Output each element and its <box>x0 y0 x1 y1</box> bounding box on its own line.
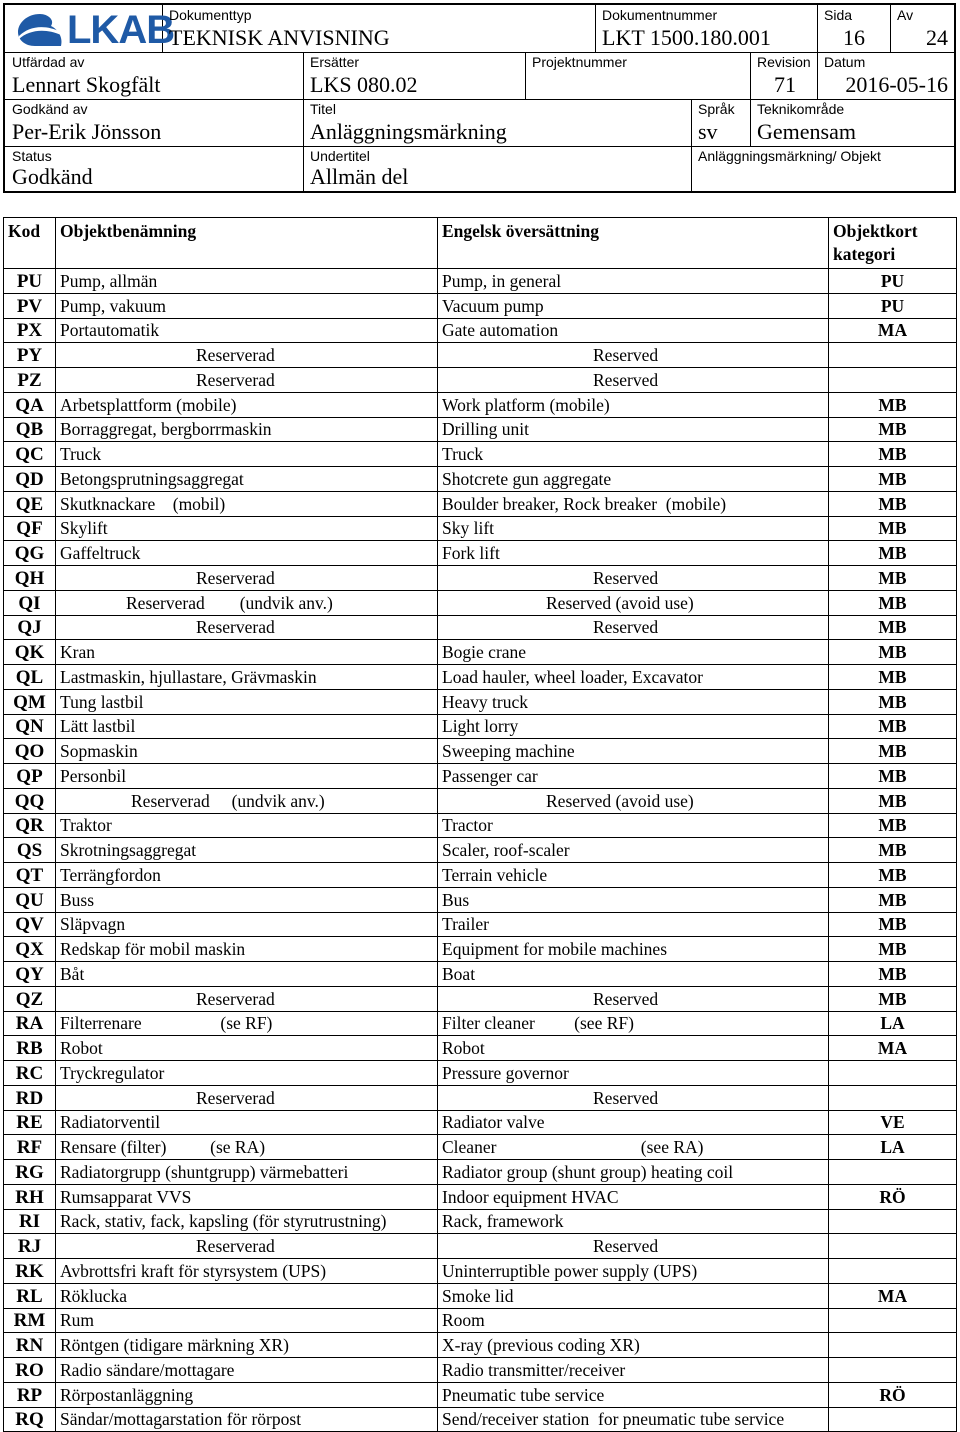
date-label: Datum <box>824 54 866 70</box>
row-object-name: Reserverad <box>56 1085 438 1110</box>
row-object-name: Tryckregulator <box>56 1061 438 1086</box>
table-row <box>4 1011 957 1036</box>
title-value: Anläggningsmärkning <box>310 119 507 144</box>
doc-type-label: Dokumenttyp <box>169 7 252 23</box>
row-object-name: Radiatorgrupp (shuntgrupp) värmebatteri <box>56 1160 438 1185</box>
row-english: Load hauler, wheel loader, Excavator <box>438 665 829 690</box>
tech-area-value: Gemensam <box>757 119 856 144</box>
row-english: Reserved <box>438 343 829 368</box>
table-row <box>4 887 957 912</box>
row-english: Pneumatic tube service <box>438 1382 829 1407</box>
row-code: RE <box>4 1110 56 1135</box>
row-object-name: Kran <box>56 640 438 665</box>
row-code: PX <box>4 318 56 343</box>
row-code: QL <box>4 665 56 690</box>
object-code-table <box>3 217 957 1432</box>
table-row <box>4 566 957 591</box>
approved-by-cell <box>5 99 303 146</box>
row-category <box>829 1407 957 1432</box>
row-category: MB <box>829 516 957 541</box>
row-object-name: Röntgen (tidigare märkning XR) <box>56 1333 438 1358</box>
row-object-name: Rum <box>56 1308 438 1333</box>
of-label: Av <box>897 7 914 23</box>
page-cell <box>817 5 890 52</box>
table-row <box>4 1036 957 1061</box>
table-row <box>4 615 957 640</box>
row-object-name: Släpvagn <box>56 912 438 937</box>
row-code: RA <box>4 1011 56 1036</box>
row-category: MB <box>829 813 957 838</box>
row-object-name: Reserverad <box>56 615 438 640</box>
row-code: QQ <box>4 788 56 813</box>
row-category: MB <box>829 739 957 764</box>
row-object-name: Lätt lastbil <box>56 714 438 739</box>
row-object-name: Rensare (filter) (se RA) <box>56 1135 438 1160</box>
subtitle-value: Allmän del <box>310 164 409 189</box>
row-english: Pressure governor <box>438 1061 829 1086</box>
table-row <box>4 442 957 467</box>
row-object-name: Reserverad (undvik anv.) <box>56 788 438 813</box>
row-english: Trailer <box>438 912 829 937</box>
table-row <box>4 516 957 541</box>
row-object-name: Arbetsplattform (mobile) <box>56 392 438 417</box>
header-category: Objektkort kategori <box>829 218 957 269</box>
row-code: QM <box>4 689 56 714</box>
row-code: RJ <box>4 1234 56 1259</box>
table-row <box>4 962 957 987</box>
row-object-name: Pump, vakuum <box>56 293 438 318</box>
table-row <box>4 590 957 615</box>
table-row <box>4 541 957 566</box>
row-code: RK <box>4 1259 56 1284</box>
row-english: Work platform (mobile) <box>438 392 829 417</box>
row-category <box>829 1160 957 1185</box>
row-code: QJ <box>4 615 56 640</box>
row-english: Reserved <box>438 566 829 591</box>
row-english: Radio transmitter/receiver <box>438 1358 829 1383</box>
category-cell <box>691 146 954 191</box>
row-code: PZ <box>4 368 56 393</box>
row-object-name: Tung lastbil <box>56 689 438 714</box>
table-row <box>4 689 957 714</box>
row-english: Sky lift <box>438 516 829 541</box>
row-category: MB <box>829 912 957 937</box>
table-row <box>4 1333 957 1358</box>
row-code: QZ <box>4 986 56 1011</box>
row-object-name: Reserverad (undvik anv.) <box>56 590 438 615</box>
subtitle-cell <box>303 146 691 191</box>
table-row <box>4 1184 957 1209</box>
row-object-name: Pump, allmän <box>56 269 438 294</box>
row-category: MB <box>829 962 957 987</box>
category-label: Anläggningsmärkning/ Objekt <box>698 148 881 164</box>
row-code: RI <box>4 1209 56 1234</box>
row-object-name: Sändar/mottagarstation för rörpost <box>56 1407 438 1432</box>
project-number-cell <box>525 52 750 99</box>
row-object-name: Reserverad <box>56 986 438 1011</box>
row-english: Send/receiver station for pneumatic tube service <box>438 1407 829 1432</box>
row-code: RD <box>4 1085 56 1110</box>
row-category <box>829 1209 957 1234</box>
row-object-name: Lastmaskin, hjullastare, Grävmaskin <box>56 665 438 690</box>
row-english: Passenger car <box>438 764 829 789</box>
row-english: Radiator valve <box>438 1110 829 1135</box>
row-object-name: Personbil <box>56 764 438 789</box>
row-object-name: Rörpostanläggning <box>56 1382 438 1407</box>
header-code: Kod <box>4 218 56 269</box>
replaces-value: LKS 080.02 <box>310 72 418 97</box>
row-object-name: Terrängfordon <box>56 863 438 888</box>
row-category: PU <box>829 269 957 294</box>
table-row <box>4 1308 957 1333</box>
subtitle-label: Undertitel <box>310 148 370 164</box>
row-english: Reserved <box>438 986 829 1011</box>
table-row <box>4 1110 957 1135</box>
row-object-name: Redskap för mobil maskin <box>56 937 438 962</box>
row-category <box>829 1333 957 1358</box>
table-row <box>4 937 957 962</box>
row-english: Light lorry <box>438 714 829 739</box>
tech-area-cell <box>750 99 954 146</box>
header-object-name: Objektbenämning <box>56 218 438 269</box>
row-object-name: Skylift <box>56 516 438 541</box>
row-category: RÖ <box>829 1184 957 1209</box>
row-object-name: Reserverad <box>56 368 438 393</box>
logo-text: LKAB <box>67 7 175 52</box>
table-row <box>4 788 957 813</box>
row-code: QI <box>4 590 56 615</box>
table-row <box>4 491 957 516</box>
row-object-name: Portautomatik <box>56 318 438 343</box>
table-row <box>4 813 957 838</box>
row-code: QE <box>4 491 56 516</box>
row-code: QO <box>4 739 56 764</box>
table-row <box>4 269 957 294</box>
row-category: MA <box>829 1036 957 1061</box>
doc-number-label: Dokumentnummer <box>602 7 718 23</box>
issued-by-value: Lennart Skogfält <box>12 72 161 97</box>
row-category <box>829 1234 957 1259</box>
row-category <box>829 343 957 368</box>
row-object-name: Borraggregat, bergborrmaskin <box>56 417 438 442</box>
row-category: MB <box>829 665 957 690</box>
table-row <box>4 1209 957 1234</box>
row-code: RC <box>4 1061 56 1086</box>
issued-by-cell <box>5 52 303 99</box>
table-row <box>4 467 957 492</box>
table-row <box>4 1135 957 1160</box>
row-code: RF <box>4 1135 56 1160</box>
row-code: PY <box>4 343 56 368</box>
doc-type-value: TEKNISK ANVISNING <box>169 25 390 50</box>
row-english: Reserved (avoid use) <box>438 590 829 615</box>
project-number-label: Projektnummer <box>532 54 627 70</box>
replaces-label: Ersätter <box>310 54 360 70</box>
page-value: 16 <box>843 25 865 50</box>
row-english: Boulder breaker, Rock breaker (mobile) <box>438 491 829 516</box>
row-code: QP <box>4 764 56 789</box>
row-code: RQ <box>4 1407 56 1432</box>
row-object-name: Buss <box>56 887 438 912</box>
table-row <box>4 640 957 665</box>
doc-number-value: LKT 1500.180.001 <box>602 25 771 50</box>
row-english: Reserved <box>438 615 829 640</box>
table-row <box>4 1259 957 1284</box>
row-category: VE <box>829 1110 957 1135</box>
doc-type-cell <box>162 5 595 52</box>
row-english: Robot <box>438 1036 829 1061</box>
row-code: RH <box>4 1184 56 1209</box>
row-code: PU <box>4 269 56 294</box>
of-value: 24 <box>926 25 948 50</box>
row-code: QN <box>4 714 56 739</box>
table-row <box>4 1358 957 1383</box>
table-row <box>4 1382 957 1407</box>
lkab-logo-icon <box>15 12 65 48</box>
revision-label: Revision <box>757 54 811 70</box>
row-category: MB <box>829 590 957 615</box>
row-english: Drilling unit <box>438 417 829 442</box>
row-english: Bogie crane <box>438 640 829 665</box>
row-english: Rack, framework <box>438 1209 829 1234</box>
row-object-name: Traktor <box>56 813 438 838</box>
header-english: Engelsk översättning <box>438 218 829 269</box>
row-code: QU <box>4 887 56 912</box>
row-object-name: Radio sändare/mottagare <box>56 1358 438 1383</box>
row-category: MB <box>829 392 957 417</box>
row-english: Gate automation <box>438 318 829 343</box>
table-row <box>4 368 957 393</box>
row-object-name: Avbrottsfri kraft för styrsystem (UPS) <box>56 1259 438 1284</box>
row-category: MB <box>829 788 957 813</box>
row-category: MB <box>829 887 957 912</box>
row-english: Heavy truck <box>438 689 829 714</box>
title-label: Titel <box>310 101 336 117</box>
row-english: X-ray (previous coding XR) <box>438 1333 829 1358</box>
row-category <box>829 1358 957 1383</box>
row-english: Smoke lid <box>438 1283 829 1308</box>
row-code: QS <box>4 838 56 863</box>
row-english: Reserved <box>438 1234 829 1259</box>
row-object-name: Radiatorventil <box>56 1110 438 1135</box>
table-row <box>4 1283 957 1308</box>
row-code: PV <box>4 293 56 318</box>
row-code: QD <box>4 467 56 492</box>
table-row <box>4 343 957 368</box>
row-code: RG <box>4 1160 56 1185</box>
row-code: QK <box>4 640 56 665</box>
table-row <box>4 838 957 863</box>
table-row <box>4 665 957 690</box>
row-category: MB <box>829 442 957 467</box>
row-category: MB <box>829 838 957 863</box>
row-code: RP <box>4 1382 56 1407</box>
table-row <box>4 912 957 937</box>
row-object-name: Betongsprutningsaggregat <box>56 467 438 492</box>
row-category <box>829 1085 957 1110</box>
row-object-name: Sopmaskin <box>56 739 438 764</box>
table-row <box>4 1160 957 1185</box>
row-category: MB <box>829 491 957 516</box>
row-english: Cleaner (see RA) <box>438 1135 829 1160</box>
approved-by-value: Per-Erik Jönsson <box>12 119 162 144</box>
row-english: Terrain vehicle <box>438 863 829 888</box>
date-cell <box>817 52 954 99</box>
row-english: Reserved <box>438 1085 829 1110</box>
table-header-row <box>4 218 957 269</box>
row-code: QT <box>4 863 56 888</box>
table-row <box>4 739 957 764</box>
row-category <box>829 1061 957 1086</box>
row-code: RM <box>4 1308 56 1333</box>
row-category: MB <box>829 986 957 1011</box>
lkab-logo <box>15 7 175 52</box>
approved-by-label: Godkänd av <box>12 101 88 117</box>
row-object-name: Rack, stativ, fack, kapsling (för styrutrustning) <box>56 1209 438 1234</box>
table-row <box>4 1407 957 1432</box>
row-code: QC <box>4 442 56 467</box>
row-code: QF <box>4 516 56 541</box>
row-object-name: Båt <box>56 962 438 987</box>
row-code: QR <box>4 813 56 838</box>
language-label: Språk <box>698 101 735 117</box>
language-value: sv <box>698 119 718 144</box>
tech-area-label: Teknikområde <box>757 101 845 117</box>
row-english: Room <box>438 1308 829 1333</box>
row-code: QY <box>4 962 56 987</box>
issued-by-label: Utfärdad av <box>12 54 85 70</box>
table-row <box>4 1061 957 1086</box>
row-english: Vacuum pump <box>438 293 829 318</box>
status-label: Status <box>12 148 52 164</box>
row-code: QX <box>4 937 56 962</box>
row-category <box>829 368 957 393</box>
row-object-name: Gaffeltruck <box>56 541 438 566</box>
of-cell <box>890 5 954 52</box>
row-code: QA <box>4 392 56 417</box>
status-value: Godkänd <box>12 164 93 189</box>
row-object-name: Rumsapparat VVS <box>56 1184 438 1209</box>
row-object-name: Röklucka <box>56 1283 438 1308</box>
revision-cell <box>750 52 817 99</box>
row-category: MB <box>829 640 957 665</box>
row-object-name: Skrotningsaggregat <box>56 838 438 863</box>
row-category: PU <box>829 293 957 318</box>
row-english: Fork lift <box>438 541 829 566</box>
row-english: Filter cleaner (see RF) <box>438 1011 829 1036</box>
row-category: MA <box>829 1283 957 1308</box>
row-object-name: Reserverad <box>56 343 438 368</box>
row-category: MB <box>829 615 957 640</box>
language-cell <box>691 99 750 146</box>
row-category: MB <box>829 714 957 739</box>
row-category: LA <box>829 1011 957 1036</box>
row-category: MB <box>829 937 957 962</box>
row-category: MB <box>829 863 957 888</box>
row-code: RL <box>4 1283 56 1308</box>
row-code: QG <box>4 541 56 566</box>
doc-number-cell <box>595 5 817 52</box>
row-english: Reserved (avoid use) <box>438 788 829 813</box>
table-row <box>4 392 957 417</box>
row-code: RB <box>4 1036 56 1061</box>
status-cell <box>5 146 303 191</box>
table-row <box>4 1085 957 1110</box>
row-object-name: Filterrenare (se RF) <box>56 1011 438 1036</box>
row-english: Boat <box>438 962 829 987</box>
row-category: LA <box>829 1135 957 1160</box>
row-code: QV <box>4 912 56 937</box>
row-code: RO <box>4 1358 56 1383</box>
row-code: RN <box>4 1333 56 1358</box>
row-english: Uninterruptible power supply (UPS) <box>438 1259 829 1284</box>
row-category <box>829 1259 957 1284</box>
table-row <box>4 764 957 789</box>
replaces-cell <box>303 52 525 99</box>
row-object-name: Reserverad <box>56 566 438 591</box>
document-header <box>3 3 956 193</box>
row-category: MB <box>829 417 957 442</box>
row-english: Truck <box>438 442 829 467</box>
row-english: Pump, in general <box>438 269 829 294</box>
row-english: Reserved <box>438 368 829 393</box>
date-value: 2016-05-16 <box>845 72 948 97</box>
row-category: MB <box>829 689 957 714</box>
table-row <box>4 1234 957 1259</box>
row-category: MA <box>829 318 957 343</box>
table-row <box>4 863 957 888</box>
row-object-name: Truck <box>56 442 438 467</box>
page-label: Sida <box>824 7 853 23</box>
table-row <box>4 417 957 442</box>
row-category: MB <box>829 566 957 591</box>
row-object-name: Skutknackare (mobil) <box>56 491 438 516</box>
table-row <box>4 714 957 739</box>
table-row <box>4 986 957 1011</box>
row-code: QB <box>4 417 56 442</box>
row-english: Shotcrete gun aggregate <box>438 467 829 492</box>
table-row <box>4 318 957 343</box>
row-object-name: Robot <box>56 1036 438 1061</box>
row-english: Tractor <box>438 813 829 838</box>
row-object-name: Reserverad <box>56 1234 438 1259</box>
row-english: Equipment for mobile machines <box>438 937 829 962</box>
row-english: Radiator group (shunt group) heating coil <box>438 1160 829 1185</box>
table-row <box>4 293 957 318</box>
row-english: Sweeping machine <box>438 739 829 764</box>
row-english: Bus <box>438 887 829 912</box>
row-english: Indoor equipment HVAC <box>438 1184 829 1209</box>
row-category: RÖ <box>829 1382 957 1407</box>
title-cell <box>303 99 691 146</box>
revision-value: 71 <box>774 72 796 97</box>
row-category: MB <box>829 764 957 789</box>
row-category: MB <box>829 541 957 566</box>
row-category <box>829 1308 957 1333</box>
row-code: QH <box>4 566 56 591</box>
row-english: Scaler, roof-scaler <box>438 838 829 863</box>
row-category: MB <box>829 467 957 492</box>
